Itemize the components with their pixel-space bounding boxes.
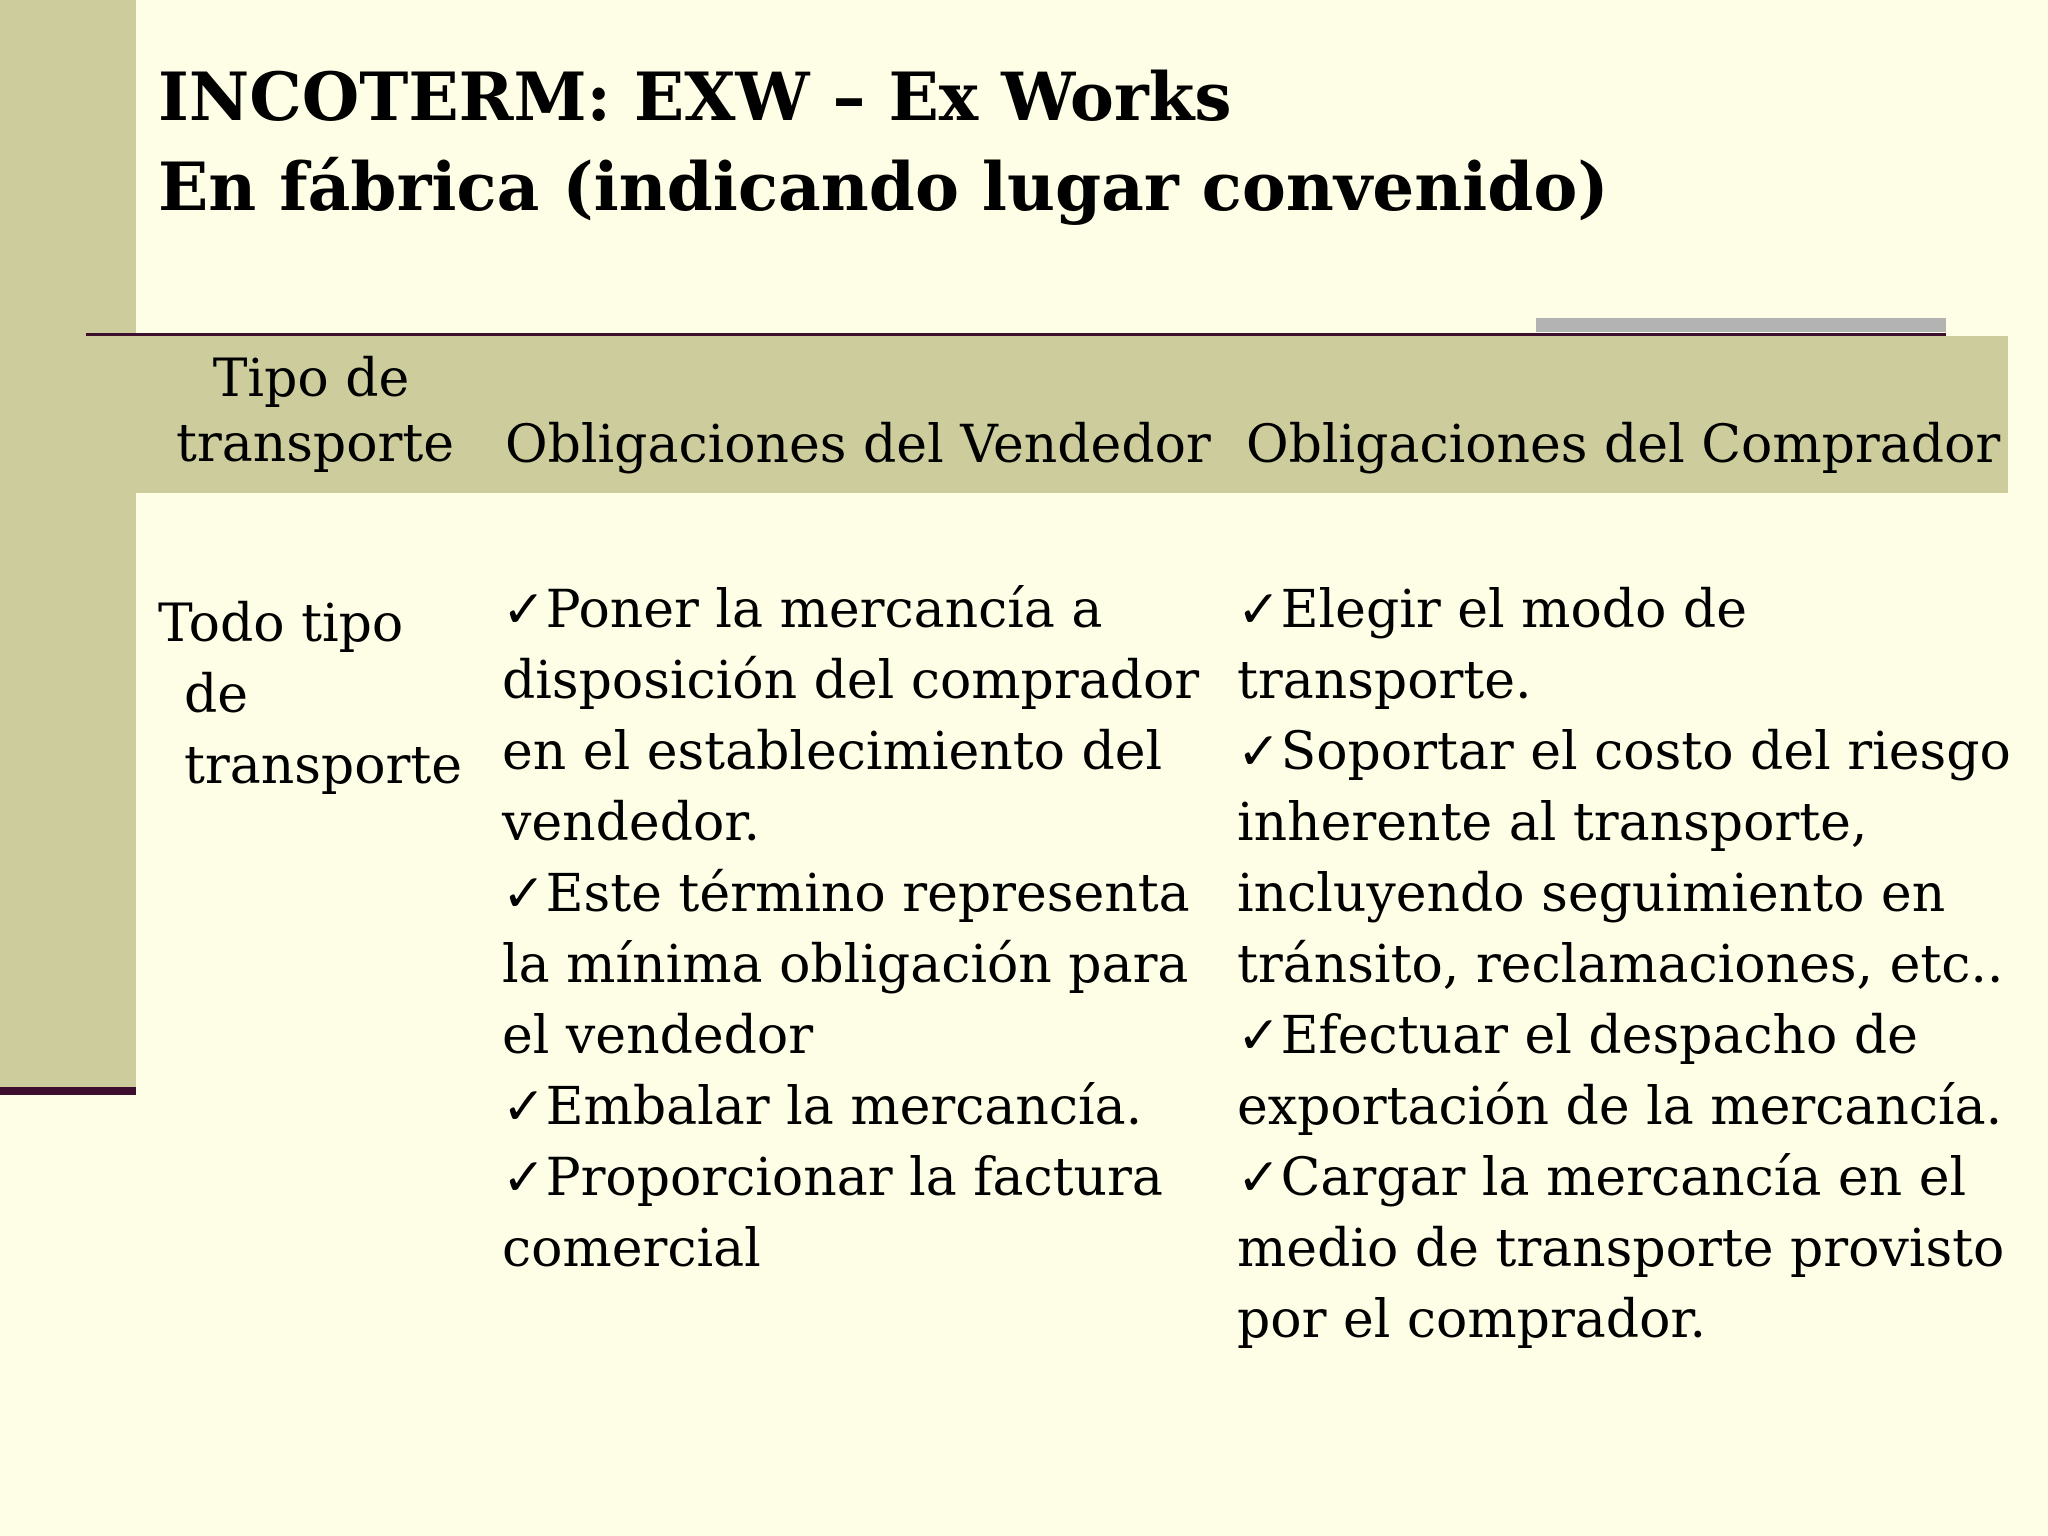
header-obligaciones-vendedor: Obligaciones del Vendedor <box>505 415 1211 475</box>
checkmark-icon: ✓ <box>502 580 546 640</box>
left-decor-line <box>0 1087 136 1095</box>
list-item: ✓Soportar el costo del riesgo inherente al transporte, incluyendo seguimiento en tránsito, reclamaciones, etc.. <box>1237 722 2011 995</box>
slide-title <box>158 52 1609 232</box>
list-item: ✓Efectuar el despacho de exportación de la mercancía. <box>1237 1006 2003 1137</box>
vendedor-obligations-list <box>502 575 1202 1285</box>
list-item: ✓Cargar la mercancía en el medio de transporte provisto por el comprador. <box>1237 1148 2005 1350</box>
left-decor-bar <box>0 0 136 1088</box>
comprador-obligations-list <box>1237 575 2017 1356</box>
checkmark-icon: ✓ <box>1237 1148 1281 1208</box>
list-item: ✓Poner la mercancía a disposición del comprador en el establecimiento del vendedor. <box>502 580 1200 853</box>
list-item: ✓Elegir el modo de transporte. <box>1237 580 1747 711</box>
header-tipo-transporte: Tipo de transporte <box>176 349 455 474</box>
title-accent-bar <box>1536 318 1946 332</box>
list-item: ✓Proporcionar la factura comercial <box>502 1148 1163 1279</box>
checkmark-icon: ✓ <box>502 1077 546 1137</box>
checkmark-icon: ✓ <box>1237 580 1281 640</box>
title-line-2: En fábrica (indicando lugar convenido) <box>158 148 1609 226</box>
header-obligaciones-comprador: Obligaciones del Comprador <box>1246 415 2001 475</box>
list-item: ✓Este término representa la mínima obligación para el vendedor <box>502 864 1190 1066</box>
checkmark-icon: ✓ <box>502 864 546 924</box>
checkmark-icon: ✓ <box>502 1148 546 1208</box>
list-item: ✓Embalar la mercancía. <box>502 1077 1143 1137</box>
checkmark-icon: ✓ <box>1237 722 1281 782</box>
checkmark-icon: ✓ <box>1237 1006 1281 1066</box>
cell-tipo-transporte: Todo tipo de transporte <box>158 594 463 796</box>
title-line-1: INCOTERM: EXW – Ex Works <box>158 58 1232 136</box>
